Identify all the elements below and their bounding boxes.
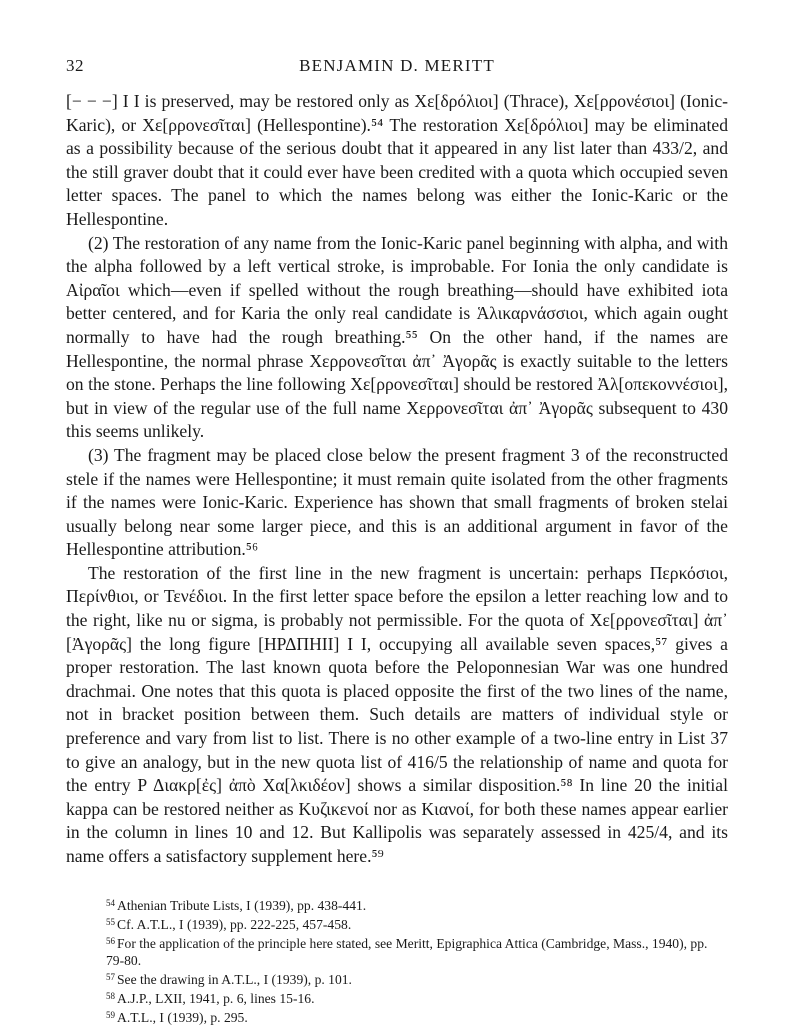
running-head bbox=[66, 56, 728, 82]
footnotes bbox=[66, 895, 728, 1026]
footnote-text: See the drawing in A.T.L., I (1939), p. 101. bbox=[117, 971, 352, 987]
footnote bbox=[106, 988, 728, 1007]
footnote bbox=[106, 1007, 728, 1026]
footnote-text: For the application of the principle here stated, see Meritt, Epigraphica Attica (Cambridge, Mass., 1940), pp. 79-80. bbox=[106, 935, 708, 968]
footnote-text: A.T.L., I (1939), p. 295. bbox=[117, 1009, 248, 1025]
footnote-number: 54 bbox=[106, 897, 115, 908]
paragraph-restoration: The restoration of the first line in the new fragment is uncertain: perhaps Περκόσιοι, Περίνθιοι, or Τενέδιοι. In the first letter space before the epsilon a letter reaching low and to the right, like nu or sigma, is probably not permissible. For the quota of Χε[ρρονεσῖται] ἀπ᾽ [Ἀγορᾶς] the long figure [ΗΡΔΠΗΙΙ] Ι Ι, occupying all available seven spaces,⁵⁷ gives a proper restoration. The last known quota before the Peloponnesian War was one hundred drachmai. One notes that this quota is placed opposite the first of the two lines of the name, not in bracket position between them. Such details are matters of individual style or preference and vary from list to list. There is no other example of a two-line entry in List 37 to give an analogy, but in the new quota list of 416/5 the relationship of name and quota for the entry Ρ Διακρ[ἐς] ἀπὸ Χα[λκιδέον] shows a similar disposition.⁵⁸ In line 20 the initial kappa can be restored neither as Κυζικενοί nor as Κιανοί, for both these names appear earlier in the column in lines 10 and 12. But Kallipolis was separately assessed in 425/4, and its name offers a satisfactory supplement here.⁵⁹ bbox=[66, 562, 728, 866]
footnote-number: 55 bbox=[106, 916, 115, 927]
footnote-number: 57 bbox=[106, 971, 115, 982]
footnote-number: 58 bbox=[106, 990, 115, 1001]
body-text bbox=[66, 90, 728, 869]
footnote-text: A.J.P., LXII, 1941, p. 6, lines 15-16. bbox=[117, 990, 315, 1006]
running-head-author: BENJAMIN D. MERITT bbox=[299, 56, 495, 75]
footnote bbox=[106, 895, 728, 914]
footnote-number: 56 bbox=[106, 935, 115, 946]
paragraph-point-2: (2) The restoration of any name from the Ionic-Karic panel beginning with alpha, and with the alpha followed by a left vertical stroke, is improbable. For Ionia the only candidate is Αἰραῖοι which—even if spelled without the rough breathing—should have exhibited iota better centered, and for Karia the only real candidate is Ἁλικαρνάσσιοι, which again ought normally to have had the rough breathing.⁵⁵ On the other hand, if the names are Hellespontine, the normal phrase Χερρονεσῖται ἀπ᾽ Ἀγορᾶς is exactly suitable to the letters on the stone. Perhaps the line following Χε[ρρονεσῖται] should be restored Ἀλ[οπεκοννέσιοι], but in view of the regular use of the full name Χερρονεσῖται ἀπ᾽ Ἀγορᾶς subsequent to 430 this seems unlikely. bbox=[66, 232, 728, 442]
paragraph-continuation: [− − −] I I is preserved, may be restored only as Χε[δρόλιοι] (Thrace), Χε[ρρονέσιοι] (Ionic-Karic), or Χε[ρρονεσῖται] (Hellespontine).⁵⁴ The restoration Χε[δρόλιοι] may be eliminated as a possibility because of the serious doubt that it appeared in any list later than 433/2, and the still graver doubt that it could ever have been credited with a quota which occupied seven letter spaces. The panel to which the names belong was either the Ionic-Karic or the Hellespontine. bbox=[66, 91, 728, 229]
footnote bbox=[106, 969, 728, 988]
footnote bbox=[106, 914, 728, 933]
footnote bbox=[106, 933, 728, 969]
page-number: 32 bbox=[66, 56, 84, 75]
paragraph-point-3: (3) The fragment may be placed close below the present fragment 3 of the reconstructed stele if the names were Hellespontine; it must remain quite isolated from the other fragments if the names were Ionic-Karic. Experience has shown that small fragments of broken stelai usually belong near some larger piece, and this is an additional argument in favor of the Hellespontine attribution.⁵⁶ bbox=[66, 444, 728, 560]
footnote-text: Cf. A.T.L., I (1939), pp. 222-225, 457-458. bbox=[117, 916, 352, 932]
footnote-text: Athenian Tribute Lists, I (1939), pp. 438-441. bbox=[117, 897, 367, 913]
footnote-number: 59 bbox=[106, 1009, 115, 1020]
